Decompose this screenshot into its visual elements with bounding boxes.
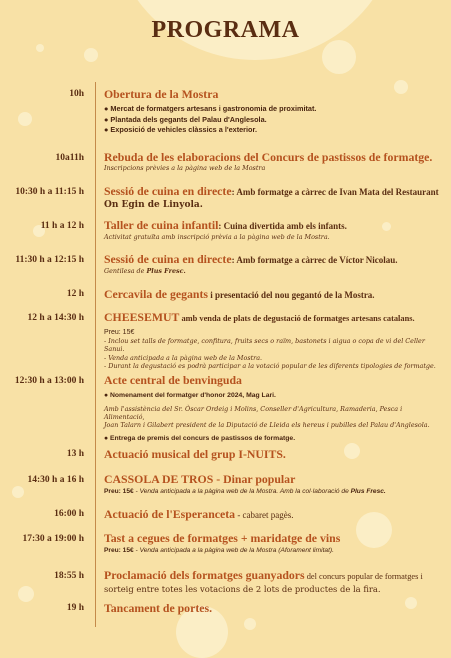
event-note: - Durant la degustació es podrà participar a la votació popular de les diferents tipologies de formatge. (104, 361, 436, 370)
event-detail: i presentació del nou gegantó de la Mostra. (207, 290, 375, 300)
event-title: Tast a cegues de formatges + maridatge de vins (104, 531, 341, 545)
event-bullet: ● Exposició de vehicles clàssics a l'exterior. (104, 125, 257, 134)
event-title: Sessió de cuina en directe (104, 252, 232, 266)
decorative-circle (322, 40, 356, 74)
event-price-note: - Venda anticipada a la pàgina web de la Mostra. Amb la col·laboració de (133, 488, 351, 495)
event-time: 18:55 h (54, 571, 84, 581)
event-detail-strong: Ivan Mata del Restaurant (339, 187, 439, 197)
event-title: Rebuda de les elaboracions del Concurs de pastissos de formatge. (104, 150, 433, 164)
event-price-note-strong: Plus Fresc. (350, 488, 386, 495)
decorative-circle (244, 618, 256, 630)
event-detail: : Amb formatge a càrrec de (231, 187, 340, 197)
event-time: 12 h a 14:30 h (27, 313, 84, 323)
event-title: Taller de cuina infantil (104, 218, 219, 232)
event-note-strong: Plus Fresc. (146, 267, 186, 275)
timeline-divider (95, 82, 96, 627)
event-price: Preu: 15€ (104, 547, 134, 554)
event-bullet: ● Mercat de formatgers artesans i gastronomia de proximitat. (104, 104, 317, 113)
event-detail: del concurs popular de formatges i (304, 572, 423, 581)
event-price-note: - Venda anticipada a la pàgina web de la Mostra (Aforament limitat). (133, 547, 334, 554)
event-time: 12 h (66, 289, 84, 299)
event-detail-strong: Víctor Nicolau. (339, 255, 398, 265)
event-title: Obertura de la Mostra (104, 87, 219, 101)
event-note: Gentilesa de (104, 267, 147, 275)
decorative-circle (84, 48, 98, 62)
event-note: Joan Talarn i Gilabert president de la Diputació de Lleida els hereus i pubilles del Palau d'Anglesola. (104, 421, 430, 430)
event-note: Amb l'assistència del Sr. Òscar Ordeig i Molins, Conseller d'Agricultura, Ramaderia, Pesca i Alimentació, (104, 404, 403, 421)
event-title: Sessió de cuina en directe (104, 184, 232, 198)
decorative-circle (36, 44, 44, 52)
page-title: PROGRAMA (151, 17, 300, 43)
event-title: Acte central de benvinguda (104, 373, 242, 387)
event-price: Preu: 15€ (104, 488, 134, 495)
event-note: Inscripcions prèvies a la pàgina web de la Mostra (104, 164, 266, 172)
event-time: 11:30 h a 12:15 h (15, 255, 84, 265)
event-detail: amb venda de plats de degustació de formatges artesans catalans. (179, 314, 415, 323)
event-title: Tancament de portes. (104, 601, 213, 615)
event-time: 10h (69, 89, 84, 99)
event-time: 10:30 h a 11:15 h (15, 187, 84, 197)
event-detail: On Egin de Linyola. (104, 200, 203, 210)
event-title: Actuació musical del grup I-NUITS. (104, 447, 286, 461)
decorative-circle (18, 586, 34, 602)
event-time: 12:30 h a 13:00 h (14, 376, 84, 386)
event-title: CASSOLA DE TROS - Dinar popular (104, 472, 296, 486)
event-note: Activitat gratuïta amb inscripció prèvia a la pàgina web de la Mostra. (104, 233, 330, 241)
event-bullet: ● Entrega de premis del concurs de pastissos de formatge. (104, 435, 296, 443)
event-detail: - cabaret pagès. (235, 510, 294, 520)
event-time: 11 h a 12 h (40, 221, 84, 231)
event-title: Proclamació dels formatges guanyadors (104, 568, 305, 582)
event-detail: : Amb formatge a càrrec de (231, 255, 340, 265)
event-title: Cercavila de gegants (104, 287, 208, 301)
event-time: 17:30 a 19:00 h (22, 534, 84, 544)
event-title: CHEESEMUT (104, 310, 180, 324)
event-time: 10a11h (55, 153, 84, 163)
event-time: 14:30 h a 16 h (27, 475, 84, 485)
event-price: Preu: 15€ (104, 329, 135, 336)
decorative-circle (12, 486, 24, 498)
event-bullet: ● Plantada dels gegants del Palau d'Anglesola. (104, 114, 267, 124)
event-detail: : Cuina divertida amb els infants. (218, 221, 347, 231)
event-note: - Inclou set talls de formatge, confitura, fruits secs o raïm, bastonets i aigua o copa de vi del Celler Sanui. (104, 337, 425, 354)
event-bullet: ● Nomenament del formatger d'honor 2024, Mag Lari. (104, 392, 276, 399)
event-time: 19 h (66, 603, 84, 613)
event-time: 13 h (66, 449, 84, 459)
decorative-circle (18, 112, 32, 126)
event-title: Actuació de l'Esperanceta (104, 507, 236, 521)
event-detail: sorteig entre totes les votacions de 2 lots de productes de la fira. (104, 584, 381, 594)
event-time: 16:00 h (54, 509, 84, 519)
event-note: - Venda anticipada a la pàgina web de la Mostra. (104, 353, 263, 362)
